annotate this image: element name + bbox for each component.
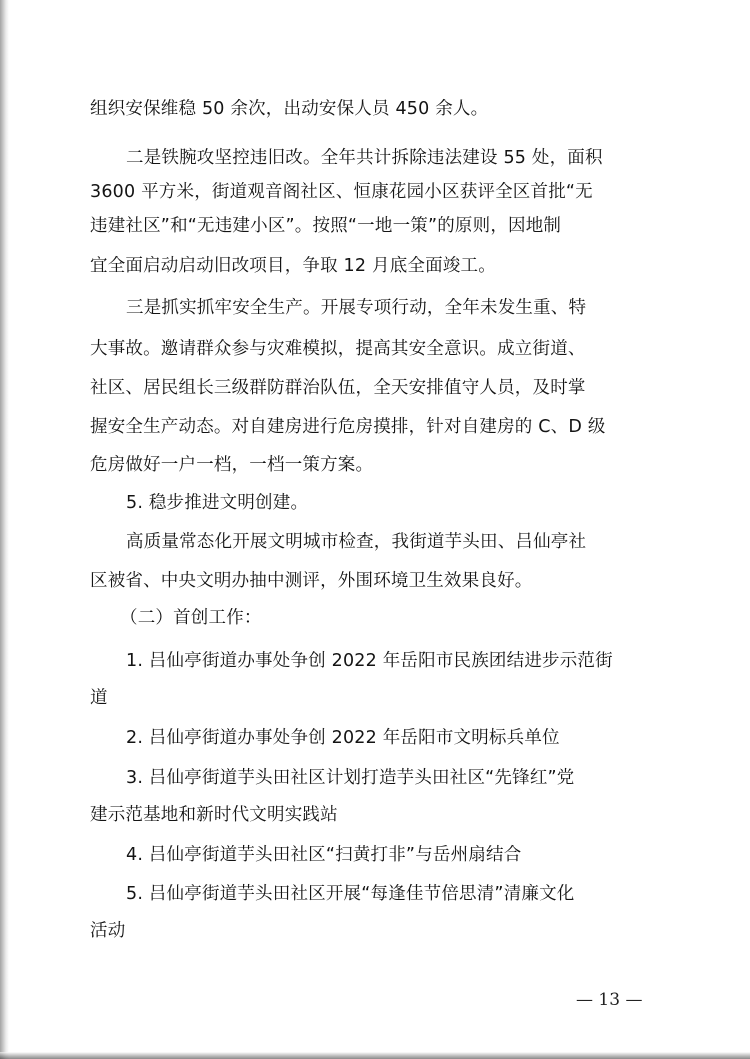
section-heading: （二）首创工作： bbox=[120, 608, 262, 628]
list-item-continuation: 道 bbox=[90, 688, 108, 708]
paragraph-line: 区被省、中央文明办抽中测评，外围环境卫生效果良好。 bbox=[90, 571, 533, 591]
list-item: 3. 吕仙亭街道芋头田社区计划打造芋头田社区“先锋红”党 bbox=[126, 768, 575, 788]
paragraph-line: 宜全面启动启动旧改项目，争取 12 月底全面竣工。 bbox=[90, 256, 496, 276]
list-item: 1. 吕仙亭街道办事处争创 2022 年岳阳市民族团结进步示范街 bbox=[126, 651, 613, 671]
paragraph-line: 违建社区”和“无违建小区”。按照“一地一策”的原则，因地制 bbox=[90, 216, 562, 236]
section-heading: 5. 稳步推进文明创建。 bbox=[126, 493, 309, 513]
paragraph-line: 社区、居民组长三级群防群治队伍，全天安排值守人员，及时掌 bbox=[90, 378, 586, 398]
list-item-continuation: 活动 bbox=[90, 921, 126, 941]
paragraph-line: 3600 平方米，街道观音阁社区、恒康花园小区获评全区首批“无 bbox=[90, 182, 593, 202]
list-item-continuation: 建示范基地和新时代文明实践站 bbox=[90, 805, 338, 825]
list-item: 5. 吕仙亭街道芋头田社区开展“每逢佳节倍思清”清廉文化 bbox=[126, 884, 575, 904]
list-item: 4. 吕仙亭街道芋头田社区“扫黄打非”与岳州扇结合 bbox=[126, 845, 522, 865]
paragraph-line: 高质量常态化开展文明城市检查，我街道芋头田、吕仙亭社 bbox=[126, 532, 587, 552]
list-item: 2. 吕仙亭街道办事处争创 2022 年岳阳市文明标兵单位 bbox=[126, 728, 560, 748]
paragraph-line: 大事故。邀请群众参与灾难模拟，提高其安全意识。成立街道、 bbox=[90, 339, 586, 359]
paragraph-line: 握安全生产动态。对自建房进行危房摸排，针对自建房的 C、D 级 bbox=[90, 417, 606, 437]
paragraph-line: 二是铁腕攻坚控违旧改。全年共计拆除违法建设 55 处，面积 bbox=[126, 148, 603, 168]
page-number: — 13 — bbox=[576, 990, 643, 1010]
paragraph-line: 组织安保维稳 50 余次，出动安保人员 450 余人。 bbox=[90, 99, 489, 119]
paragraph-line: 三是抓实抓牢安全生产。开展专项行动，全年未发生重、特 bbox=[126, 298, 587, 318]
paragraph-line: 危房做好一户一档，一档一策方案。 bbox=[90, 455, 374, 475]
